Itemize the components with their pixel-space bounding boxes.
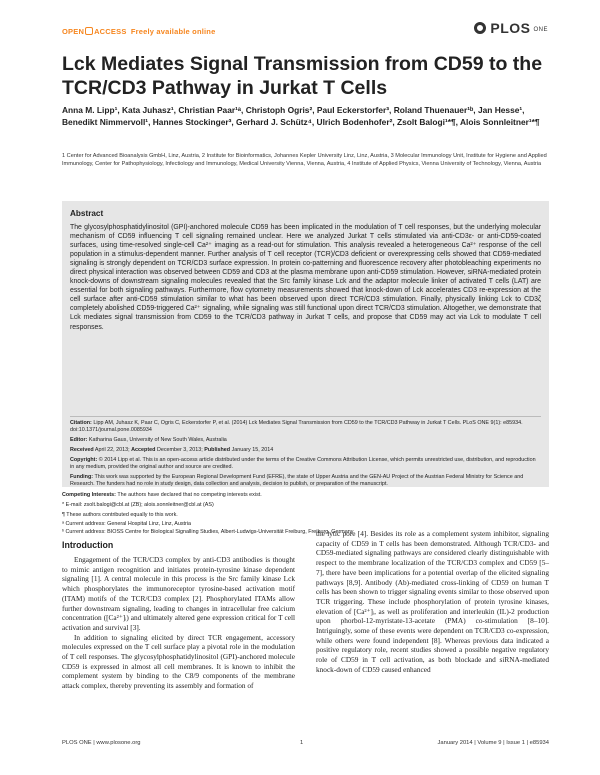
received-label: Received <box>70 447 94 453</box>
abstract-divider <box>70 416 541 417</box>
abstract-heading: Abstract <box>70 209 104 218</box>
editor-text: Katharina Gaus, University of New South Wales, Australia <box>88 437 227 443</box>
editor-label: Editor: <box>70 437 88 443</box>
competing-interests-line <box>62 492 549 499</box>
accepted-label: Accepted <box>131 447 156 453</box>
article-title: Lck Mediates Signal Transmission from CD59 to the TCR/CD3 Pathway in Jurkat T Cells <box>62 53 543 99</box>
citation-line <box>70 420 541 435</box>
published-date: January 15, 2014 <box>231 447 274 453</box>
access-label: ACCESS <box>94 27 127 36</box>
citation-label: Citation: <box>70 420 92 426</box>
footer-page-number: 1 <box>300 740 304 746</box>
funding-text: This work was supported by the European Regional Development Fund (EFRE), the state of Upper Austria and the GEN-AU Project of the Austrian Federal Ministry for Science and Research. The funders had no role in study design, data collection and analysis, decision to publish, or preparation of the manuscript. <box>70 474 524 488</box>
intro-paragraph-2: In addition to signaling elicited by direct TCR engagement, accessory molecules expressed on the T cell surface play a pivotal role in the modulation of T cell responses. The glycosylphosphatidylinositol (GPI)-anchored molecule CD59 is expressed in almost all cell membranes. It is known to inhibit the complement system by binding to the C8/9 components of the membrane attack complex, thereby preventing its assembly and formation of <box>62 632 295 691</box>
address-b-line: ᵇ Current address: BIOSS Centre for Biological Signalling Studies, Albert-Ludwigs-Universität Freiburg, Freiburg, Germany <box>62 529 354 535</box>
copyright-label: Copyright: <box>70 457 98 463</box>
introduction-heading: Introduction <box>62 540 114 550</box>
body-column-left <box>62 555 295 691</box>
affiliations: 1 Center for Advanced Bioanalysis GmbH, Linz, Austria, 2 Institute for Bioinformatics, Johannes Kepler University Linz, Linz, Austria, 3 Molecular Immunology Unit, Institute for Hygiene and Applied Immunology, Center for Pathophysiology, Infectiology and Immunology, Medical University Vienna, Vienna, Austria, 4 Institute of Applied Physics, Vienna University of Technology, Vienna, Austria <box>62 153 547 168</box>
competing-text: The authors have declared that no competing interests exist. <box>117 492 262 498</box>
author-list: Anna M. Lipp¹, Kata Juhasz¹, Christian Paar¹ᵃ, Christoph Ogris², Paul Eckerstorfer³, Roland Thuenauer¹ᵇ, Jan Hesse¹, Benedikt Nimmervoll¹, Hannes Stockinger³, Gerhard J. Schütz⁴, Ulrich Bodenhofer², Zsolt Balogi¹*¶, Alois Sonnleitner¹*¶ <box>62 105 540 127</box>
freely-available-label: Freely available online <box>130 27 216 36</box>
abstract-text: The glycosylphosphatidylinositol (GPI)-anchored molecule CD59 has been implicated in the modulation of T cell responses, but the underlying molecular mechanism of CD59 influencing T cell signaling remained unclear. Here we analyzed Jurkat T cells stimulated via anti-CD3ε- or anti-CD59-coated surfaces, using time-resolved single-cell Ca²⁺ imaging as a read-out for stimulation. This analysis revealed a heterogeneous Ca²⁺ response of the cell population in a stimulus-dependent manner. Further analysis of T cell receptor (TCR)/CD3 deficient or overexpressing cells showed that CD59-mediated signaling is strongly dependent on TCR/CD3 surface expression. In protein co-patterning and fluorescence recovery after photobleaching experiments no direct physical interaction was observed between CD59 and CD3 at the plasma membrane upon anti-CD59 stimulation. However, siRNA-mediated protein knock-downs of downstream signaling molecules revealed that the Src family kinase Lck and the adaptor molecule linker of activated T cells (LAT) are essential for both signaling pathways. Furthermore, flow cytometry measurements showed that knock-down of Lck accelerates CD3 re-expression at the cell surface after anti-CD59 stimulation similar to what has been observed upon direct TCR/CD3 stimulation. Finally, physically linking Lck to CD3ζ completely abolished CD59-triggered Ca²⁺ signaling, while signaling was still functional upon direct TCR/CD3 stimulation. Altogether, we demonstrate that Lck mediates signal transmission from CD59 to the TCR/CD3 pathway in Jurkat T cells, and propose that CD59 may act via Lck to modulate T cell responses. <box>70 224 541 331</box>
copyright-line <box>70 457 541 472</box>
dates-line <box>70 447 541 454</box>
body-column-right <box>316 529 549 675</box>
intro-paragraph-3: the lytic pore [4]. Besides its role as a complement system inhibitor, signaling capacity of CD59 in T cells has been demonstrated. Although TCR/CD3- and CD59-mediated signaling pathways are considered clearly distinguishable with respect to the membrane localization of the TCR/CD3 complex and CD59 [5–7], there have been implications for a potential overlap of the elicited signaling pathways [8,9]. Antibody (Ab)-mediated cross-linking of CD59 on human T cells has been shown to trigger signaling events similar to those observed upon TCR triggering. These include phosphorylation of protein tyrosine kinases, elevation of [Ca²⁺]ᵢ, as well as proliferation and interleukin (IL)-2 production upon phorbol-12-myristate-13-acetate (PMA) co-stimulation [8–10]. Intriguingly, some of these events were dependent on TCR/CD3 co-expression, while others were found independent [8]. Whereas previous data indicated a positive regulatory role, recent studies showed a possible negative regulatory role of CD59 in T cell activation, as both blockade and siRNA-mediated knock-down of CD59 caused enhanced <box>316 529 549 674</box>
received-date: April 22, 2013; <box>94 447 130 453</box>
plos-logo-text: PLOS <box>490 20 531 36</box>
intro-paragraph-1: Engagement of the TCR/CD3 complex by anti-CD3 antibodies is thought to mimic antigen recognition and initiates protein-tyrosine kinase dependent signaling [1]. A central molecule in this process is the Src family kinase Lck which phosphorylates the immunoreceptor tyrosine-based activation motif (ITAM) motifs of the TCR/CD3 complex [2]. Phosphorylated ITAMs allow further downstream signaling, leading to changes in intracellular free calcium concentration ([Ca²⁺]ᵢ) and ultimately altered gene expression critical for T cell activation and survival [3]. <box>62 555 295 632</box>
open-lock-icon <box>85 27 93 35</box>
published-label: Published <box>204 447 231 453</box>
footer-journal: PLOS ONE | www.plosone.org <box>62 740 141 746</box>
funding-line <box>70 474 541 489</box>
editor-line <box>70 437 541 444</box>
copyright-text: © 2014 Lipp et al. This is an open-access article distributed under the terms of the Creative Commons Attribution License, which permits unrestricted use, distribution, and reproduction in any medium, provided the original author and source are credited. <box>70 457 536 471</box>
open-access-banner <box>62 27 215 36</box>
contribution-line: ¶ These authors contributed equally to this work. <box>62 512 178 518</box>
open-label: OPEN <box>62 27 85 36</box>
footer-issue: January 2014 | Volume 9 | Issue 1 | e85934 <box>437 740 549 746</box>
email-line: * E-mail: zsolt.balogi@cbl.at (ZB); alois.sonnleitner@cbl.at (AS) <box>62 502 214 508</box>
funding-label: Funding: <box>70 474 94 480</box>
address-a-line: ᵃ Current address: General Hospital Linz, Linz, Austria <box>62 521 192 527</box>
one-logo-text: ONE <box>533 27 548 33</box>
plos-ring-icon <box>474 22 486 34</box>
competing-label: Competing Interests: <box>62 492 116 498</box>
plos-one-logo <box>474 20 548 36</box>
accepted-date: December 3, 2013; <box>156 447 203 453</box>
citation-text: Lipp AM, Juhasz K, Paar C, Ogris C, Eckerstorfer P, et al. (2014) Lck Mediates Signal Transmission from CD59 to the TCR/CD3 Pathway in Jurkat T Cells. PLoS ONE 9(1): e85934. doi:10.1371/journal.pone.0085934 <box>70 420 523 434</box>
